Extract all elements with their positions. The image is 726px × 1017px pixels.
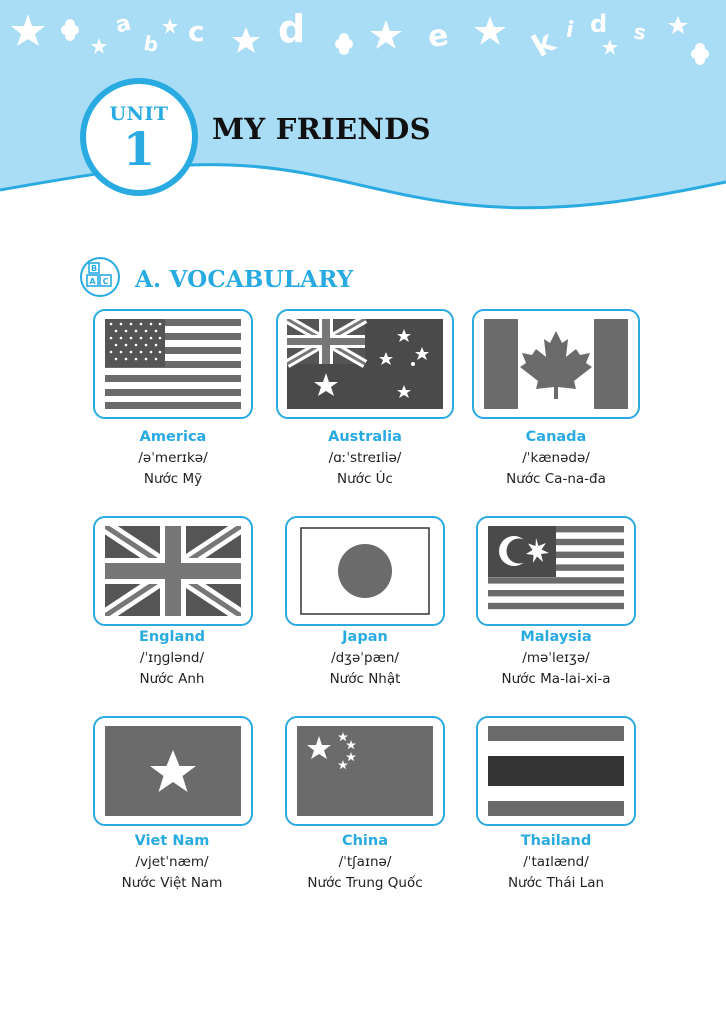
flag-card-australia [276, 309, 454, 419]
flag-card-thailand [476, 716, 636, 826]
decoration-letter: k [526, 24, 562, 65]
vocab-ipa: /vjetˈnæm/ [135, 854, 209, 870]
vocab-word: China [341, 833, 389, 849]
australia-flag [287, 319, 443, 409]
vocab-meaning: Nước Mỹ [143, 471, 203, 487]
decoration-letter: s [632, 19, 648, 45]
vocab-word: England [138, 629, 206, 645]
unit-title: MY FRIENDS [212, 112, 431, 146]
unit-badge [80, 78, 198, 196]
malaysia-flag [488, 526, 624, 616]
abc-blocks-icon [80, 257, 120, 297]
flag-card-vietnam [93, 716, 253, 826]
svg-text:A: A [89, 277, 96, 286]
vocab-meaning: Nước Việt Nam [121, 875, 223, 891]
vocab-item [73, 427, 273, 490]
vocab-item [456, 627, 656, 690]
vocab-word: America [139, 429, 207, 445]
decoration-letter: e [425, 17, 452, 56]
vocab-meaning: Nước Úc [337, 471, 393, 487]
vocab-word: Thailand [520, 833, 592, 849]
thailand-flag [488, 726, 624, 816]
vocab-meaning: Nước Nhật [329, 671, 401, 687]
vocab-item [72, 831, 272, 894]
flag-card-canada [472, 309, 640, 419]
vocab-meaning: Nước Ma-lai-xi-a [501, 671, 611, 687]
vocab-ipa: /ˈtaɪlænd/ [523, 854, 589, 870]
vocab-item [265, 831, 465, 894]
decoration-letter: c [188, 15, 205, 48]
vocab-word: Canada [525, 429, 587, 445]
section-title: A. VOCABULARY [135, 266, 354, 293]
vocab-ipa: /ɑːˈstreɪliə/ [328, 450, 402, 466]
japan-flag [300, 527, 430, 615]
svg-text:C: C [102, 277, 109, 286]
flag-card-england [93, 516, 253, 626]
vocab-word: Australia [328, 429, 402, 445]
unit-number: 1 [122, 121, 155, 176]
vocab-ipa: /dʒəˈpæn/ [331, 650, 399, 666]
vocab-item [72, 627, 272, 690]
decoration-letter: d [590, 10, 608, 38]
flag-card-japan [285, 516, 445, 626]
vocab-ipa: /ˈkænədə/ [522, 450, 590, 466]
vocab-item [265, 427, 465, 490]
decoration-letter: a [112, 10, 134, 39]
vocab-item [456, 831, 656, 894]
vocab-word: Japan [342, 629, 388, 645]
decoration-letter: i [563, 17, 576, 44]
flag-card-china [285, 716, 445, 826]
vocab-ipa: /əˈmerɪkə/ [138, 450, 208, 466]
vocab-item [265, 627, 465, 690]
vocab-item [456, 427, 656, 490]
uk-flag [105, 526, 241, 616]
vocab-meaning: Nước Ca-na-đa [506, 471, 606, 487]
decoration-letter: d [278, 7, 306, 51]
vocab-meaning: Nước Anh [139, 671, 205, 687]
unit-header [0, 0, 726, 220]
vietnam-flag [105, 726, 241, 816]
vocab-word: Malaysia [520, 629, 592, 645]
flag-card-america [93, 309, 253, 419]
decoration-letter: b [142, 30, 161, 58]
canada-flag [484, 319, 628, 409]
vocab-word: Viet Nam [134, 833, 210, 849]
usa-flag [105, 319, 241, 409]
svg-text:B: B [90, 264, 98, 273]
vocab-meaning: Nước Thái Lan [507, 875, 605, 891]
vocab-ipa: /ˈɪŋɡlənd/ [139, 650, 205, 666]
flag-card-malaysia [476, 516, 636, 626]
vocab-ipa: /məˈleɪʒə/ [522, 650, 590, 666]
unit-label: UNIT [109, 102, 169, 125]
china-flag [297, 726, 433, 816]
vocab-meaning: Nước Trung Quốc [307, 875, 423, 891]
vocab-ipa: /ˈtʃaɪnə/ [338, 854, 392, 870]
